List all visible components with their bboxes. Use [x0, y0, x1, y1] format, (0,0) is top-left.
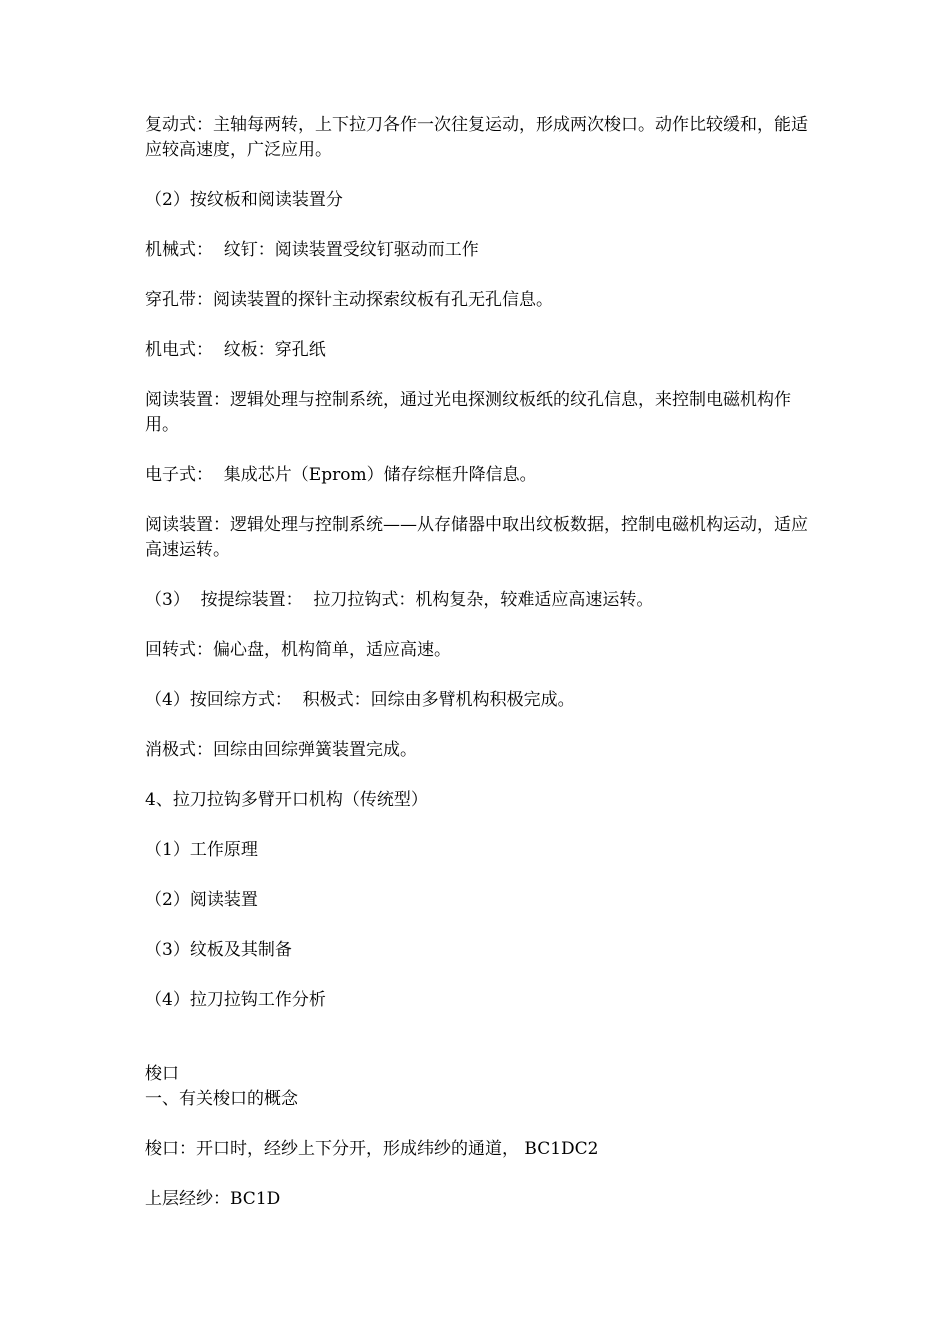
paragraph-electronic: 电子式： 集成芯片（Eprom）储存综框升降信息。	[145, 465, 537, 485]
paragraph-upper-warp: 上层经纱：BC1D	[145, 1189, 281, 1209]
paragraph-double-action: 复动式：主轴每两转，上下拉刀各作一次往复运动，形成两次梭口。动作比较缓和，能适应较高速度，广泛应用。	[145, 115, 808, 160]
section-heading: 梭口	[145, 1064, 179, 1084]
paragraph-electromechanical: 机电式： 纹板：穿孔纸	[145, 340, 326, 360]
paragraph-by-return: （4）按回综方式： 积极式：回综由多臂机构积极完成。	[145, 690, 575, 710]
document-body	[145, 113, 810, 1237]
paragraph-working-principle: （1）工作原理	[145, 840, 258, 860]
paragraph-by-pattern-reader: （2）按纹板和阅读装置分	[145, 190, 343, 210]
paragraph-dobby-heading: 4、拉刀拉钩多臂开口机构（传统型）	[145, 790, 428, 810]
paragraph-shed-definition: 梭口：开口时，经纱上下分开，形成纬纱的通道， BC1DC2	[145, 1139, 599, 1159]
paragraph-rotary: 回转式：偏心盘，机构简单，适应高速。	[145, 640, 451, 660]
section-spacer	[145, 1038, 810, 1062]
paragraph-mechanical: 机械式： 纹钉：阅读装置受纹钉驱动而工作	[145, 240, 479, 260]
paragraph-reader-photoelectric: 阅读装置：逻辑处理与控制系统，通过光电探测纹板纸的纹孔信息，来控制电磁机构作用。	[145, 390, 791, 435]
paragraph-knife-hook-analysis: （4）拉刀拉钩工作分析	[145, 990, 326, 1010]
paragraph-reading-device: （2）阅读装置	[145, 890, 258, 910]
paragraph-by-lifting: （3） 按提综装置： 拉刀拉钩式：机构复杂，较难适应高速运转。	[145, 590, 654, 610]
paragraph-punched-tape: 穿孔带：阅读装置的探针主动探索纹板有孔无孔信息。	[145, 290, 553, 310]
section-subheading: 一、有关梭口的概念	[145, 1089, 298, 1109]
paragraph-negative: 消极式：回综由回综弹簧装置完成。	[145, 740, 417, 760]
paragraph-reader-memory: 阅读装置：逻辑处理与控制系统——从存储器中取出纹板数据，控制电磁机构运动，适应高速运转。	[145, 515, 808, 560]
paragraph-pattern-plate: （3）纹板及其制备	[145, 940, 292, 960]
